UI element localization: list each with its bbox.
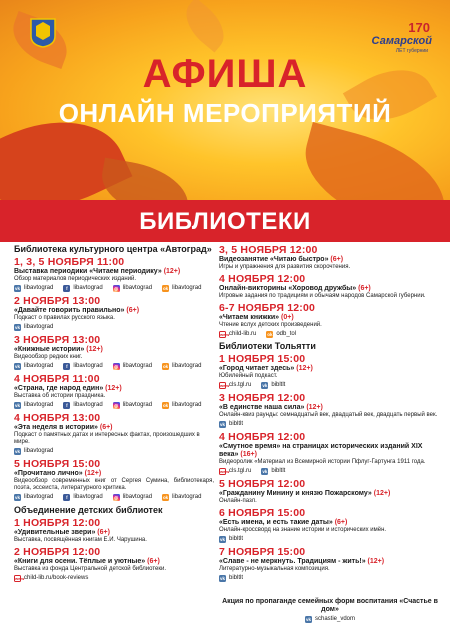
facebook-link[interactable]: f libavtograd <box>63 362 102 371</box>
page-subtitle: ОНЛАЙН МЕРОПРИЯТИЙ <box>58 98 392 128</box>
event-desc: Онлайн-пазл. <box>219 498 257 504</box>
event-item <box>219 431 441 476</box>
vk-link[interactable]: vk bibltlt <box>219 575 244 581</box>
website-link[interactable]: www child-lib.ru/book-reviews <box>15 575 89 581</box>
logo-sub: ЛЕТ губернии <box>395 48 428 54</box>
right-column <box>219 244 441 583</box>
event-item <box>14 295 214 332</box>
event-date: 2 НОЯБРЯ 13:00 <box>14 295 101 307</box>
event-date: 4 НОЯБРЯ 12:00 <box>219 431 306 443</box>
event-item <box>219 507 441 544</box>
autumn-leaf <box>96 158 193 200</box>
vk-link[interactable]: vk schastie_vdom <box>305 616 356 622</box>
event-name: «Прочитано лично» (12+) <box>14 470 102 477</box>
social-links <box>14 362 214 371</box>
section-heading: Библиотека культурного центра «Автоград» <box>14 244 212 254</box>
event-desc: Обзор материалов периодических изданий. <box>14 276 137 282</box>
social-links <box>219 574 441 583</box>
social-links <box>219 615 441 624</box>
event-name: «Город читает здесь» (12+) <box>219 365 313 372</box>
instagram-link[interactable]: ◎ libavtograd <box>114 494 153 500</box>
ok-link[interactable]: ok libavtograd <box>162 363 202 369</box>
social-links <box>14 447 214 456</box>
vk-link[interactable]: vk libavtograd <box>14 363 54 369</box>
instagram-icon: ◎ <box>114 286 119 291</box>
vk-icon: vk <box>14 325 20 330</box>
event-item <box>14 412 214 456</box>
facebook-link[interactable]: f libavtograd <box>63 493 102 502</box>
facebook-icon: f <box>63 494 70 501</box>
event-name: «Книжные истории» (12+) <box>14 346 103 353</box>
event-date: 3 НОЯБРЯ 13:00 <box>14 334 101 346</box>
hero-banner <box>0 0 450 200</box>
odnoklassniki-icon: ok <box>162 403 169 408</box>
instagram-link[interactable]: ◎ libavtograd <box>114 285 153 291</box>
ok-link[interactable]: ok odb_tol <box>267 331 297 337</box>
social-links <box>14 284 214 293</box>
event-desc: Онлайн-кроссворд на знание истории и исторических имён. <box>219 527 387 533</box>
instagram-link[interactable]: ◎ libavtograd <box>114 402 153 408</box>
event-item <box>14 546 214 583</box>
event-item <box>219 273 441 300</box>
vk-icon: vk <box>14 403 20 408</box>
event-name: «Книги для осени. Тёплые и уютные» (6+) <box>14 558 160 565</box>
vk-icon: vk <box>219 422 225 427</box>
event-item <box>14 458 214 502</box>
event-item <box>219 478 441 505</box>
event-date: 5 НОЯБРЯ 12:00 <box>219 478 306 490</box>
event-desc: Игровые задания по традициям и обычаям народов Самарской губернии. <box>219 293 426 299</box>
logo-name: Самарской <box>371 35 432 47</box>
event-desc: Литературно-музыкальная композиция. <box>219 566 330 572</box>
event-name: «Есть имена, и есть такие даты» (6+) <box>219 519 348 526</box>
vk-icon: vk <box>262 383 268 388</box>
odnoklassniki-icon: ok <box>267 332 273 337</box>
website-link[interactable]: www cls.tgl.ru <box>220 468 252 474</box>
event-item <box>14 373 214 410</box>
facebook-icon: f <box>63 402 70 409</box>
social-links <box>14 323 214 332</box>
bottom-promo <box>219 598 441 624</box>
vk-link[interactable]: vk bibltlt <box>262 382 286 388</box>
vk-link[interactable]: vk bibltlt <box>219 536 244 542</box>
vk-icon: vk <box>219 537 225 542</box>
globe-icon: www <box>220 383 230 388</box>
event-name: «Эта неделя в истории» (6+) <box>14 424 113 431</box>
event-desc: Видеообзор современных книг от Сергея Сумина, библиотекаря, поэта, эссеиста, литературного критика. <box>14 478 214 491</box>
event-item <box>14 334 214 371</box>
event-desc: Выставка об истории праздника. <box>14 393 106 399</box>
vk-icon: vk <box>14 495 20 500</box>
event-date: 3, 5 НОЯБРЯ 12:00 <box>219 244 318 256</box>
event-date: 1 НОЯБРЯ 15:00 <box>219 353 306 365</box>
facebook-link[interactable]: f libavtograd <box>63 284 102 293</box>
vk-icon: vk <box>262 469 268 474</box>
event-date: 1, 3, 5 НОЯБРЯ 11:00 <box>14 256 125 268</box>
event-date: 4 НОЯБРЯ 12:00 <box>219 273 306 285</box>
event-desc: Видеообзор редких книг. <box>14 354 83 360</box>
social-links <box>14 401 214 410</box>
vk-link[interactable]: vk bibltlt <box>219 421 244 427</box>
event-date: 5 НОЯБРЯ 15:00 <box>14 458 101 470</box>
event-name: «Гражданину Минину и князю Пожарскому» (12+) <box>219 490 391 497</box>
event-item <box>219 302 441 339</box>
instagram-icon: ◎ <box>114 495 119 500</box>
section-heading: Объединение детских библиотек <box>14 505 163 515</box>
promo-text: Акция по пропаганде семейных форм воспитания «Счастье в дом» <box>222 598 438 613</box>
facebook-icon: f <box>63 285 70 292</box>
event-item <box>14 256 214 293</box>
vk-icon: vk <box>14 364 20 369</box>
odnoklassniki-icon: ok <box>162 364 169 369</box>
vk-icon: vk <box>305 617 311 622</box>
page-title: АФИША <box>142 52 308 96</box>
logo-number: 170 <box>408 20 430 35</box>
event-desc: Выставка из фонда Центральной детской библиотеки. <box>14 566 166 572</box>
event-date: 4 НОЯБРЯ 13:00 <box>14 412 101 424</box>
section-band-title: БИБЛИОТЕКИ <box>139 208 311 235</box>
event-name: «Читаем книжки» (0+) <box>219 314 294 321</box>
social-links <box>219 535 441 544</box>
website-link[interactable]: www child-lib.ru <box>220 331 257 337</box>
event-date: 4 НОЯБРЯ 11:00 <box>14 373 100 385</box>
autumn-leaf <box>176 0 234 53</box>
facebook-link[interactable]: f libavtograd <box>63 401 102 410</box>
event-name: «Смутное время» на страницах исторических изданий XIX века» (16+) <box>219 443 423 458</box>
event-date: 1 НОЯБРЯ 12:00 <box>14 517 101 529</box>
vk-link[interactable]: vk libavtograd <box>14 402 54 408</box>
event-desc: Подкаст о памятных датах и интересных фактах, произошедших в мире. <box>14 432 200 445</box>
vk-icon: vk <box>219 576 225 581</box>
social-links <box>219 330 441 339</box>
event-date: 6-7 НОЯБРЯ 12:00 <box>219 302 316 314</box>
instagram-link[interactable]: ◎ libavtograd <box>114 363 153 369</box>
event-date: 7 НОЯБРЯ 15:00 <box>219 546 306 558</box>
ok-link[interactable]: ok libavtograd <box>162 285 202 291</box>
event-name: «Удивительные звери» (6+) <box>14 529 110 536</box>
vk-icon: vk <box>14 449 20 454</box>
event-desc: Подкаст о правилах русского языка. <box>14 315 115 321</box>
event-name: «Давайте говорить правильно» (6+) <box>14 307 140 314</box>
social-links <box>219 381 441 390</box>
vk-link[interactable]: vk libavtograd <box>14 324 54 330</box>
vk-link[interactable]: vk libavtograd <box>14 448 54 454</box>
event-name: «Страна, где народ един» (12+) <box>14 385 122 392</box>
event-desc: Игры и упражнения для развития скорочтения. <box>219 264 351 270</box>
facebook-icon: f <box>63 363 70 370</box>
event-desc: Выставка, посвящённая книгам Е.И. Чарушина. <box>14 537 147 543</box>
odnoklassniki-icon: ok <box>162 495 169 500</box>
globe-icon: www <box>220 332 230 337</box>
odnoklassniki-icon: ok <box>162 286 169 291</box>
vk-icon: vk <box>14 286 20 291</box>
social-links <box>14 574 214 583</box>
social-links <box>14 493 214 502</box>
event-date: 6 НОЯБРЯ 15:00 <box>219 507 306 519</box>
event-name: «Славе - не меркнуть. Традициям - жить!» (12+) <box>219 558 385 565</box>
event-desc: Чтение вслух детских произведений. <box>219 322 322 328</box>
city-coat-of-arms-icon <box>30 18 56 48</box>
social-links <box>219 420 441 429</box>
website-link[interactable]: www cls.tgl.ru <box>220 382 252 388</box>
vk-link[interactable]: vk libavtograd <box>14 494 54 500</box>
vk-link[interactable]: vk libavtograd <box>14 285 54 291</box>
ok-link[interactable]: ok libavtograd <box>162 494 202 500</box>
event-item <box>219 546 441 583</box>
event-name: «В единстве наша сила» (12+) <box>219 404 323 411</box>
event-item <box>219 353 441 390</box>
event-item <box>219 244 441 271</box>
globe-icon: www <box>15 576 25 581</box>
globe-icon: www <box>220 469 230 474</box>
event-name: Выставка периодики «Читаем периодику» (12+) <box>14 268 181 275</box>
event-date: 3 НОЯБРЯ 12:00 <box>219 392 306 404</box>
instagram-icon: ◎ <box>114 364 119 369</box>
left-column <box>14 244 214 583</box>
event-name: Видеозанятие «Читаю быстро» (6+) <box>219 256 344 263</box>
section-heading: Библиотеки Тольятти <box>219 341 316 351</box>
event-item <box>14 517 214 544</box>
event-desc: Видеоролик «Материал из Всемирной истории Пфлуг-Гартунга 1911 года. <box>219 459 426 465</box>
event-item <box>219 392 441 429</box>
social-links <box>219 467 441 476</box>
event-desc: Юбилейный подкаст. <box>219 373 278 379</box>
event-desc: Онлайн-квиз раунды: семнадцатый век, двадцатый век, двадцать первый век. <box>219 412 438 418</box>
vk-link[interactable]: vk bibltlt <box>262 468 286 474</box>
event-date: 2 НОЯБРЯ 12:00 <box>14 546 101 558</box>
event-name: Онлайн-викторины «Хоровод дружбы» (6+) <box>219 285 371 292</box>
autumn-leaf <box>292 122 450 200</box>
ok-link[interactable]: ok libavtograd <box>162 402 202 408</box>
instagram-icon: ◎ <box>114 403 119 408</box>
